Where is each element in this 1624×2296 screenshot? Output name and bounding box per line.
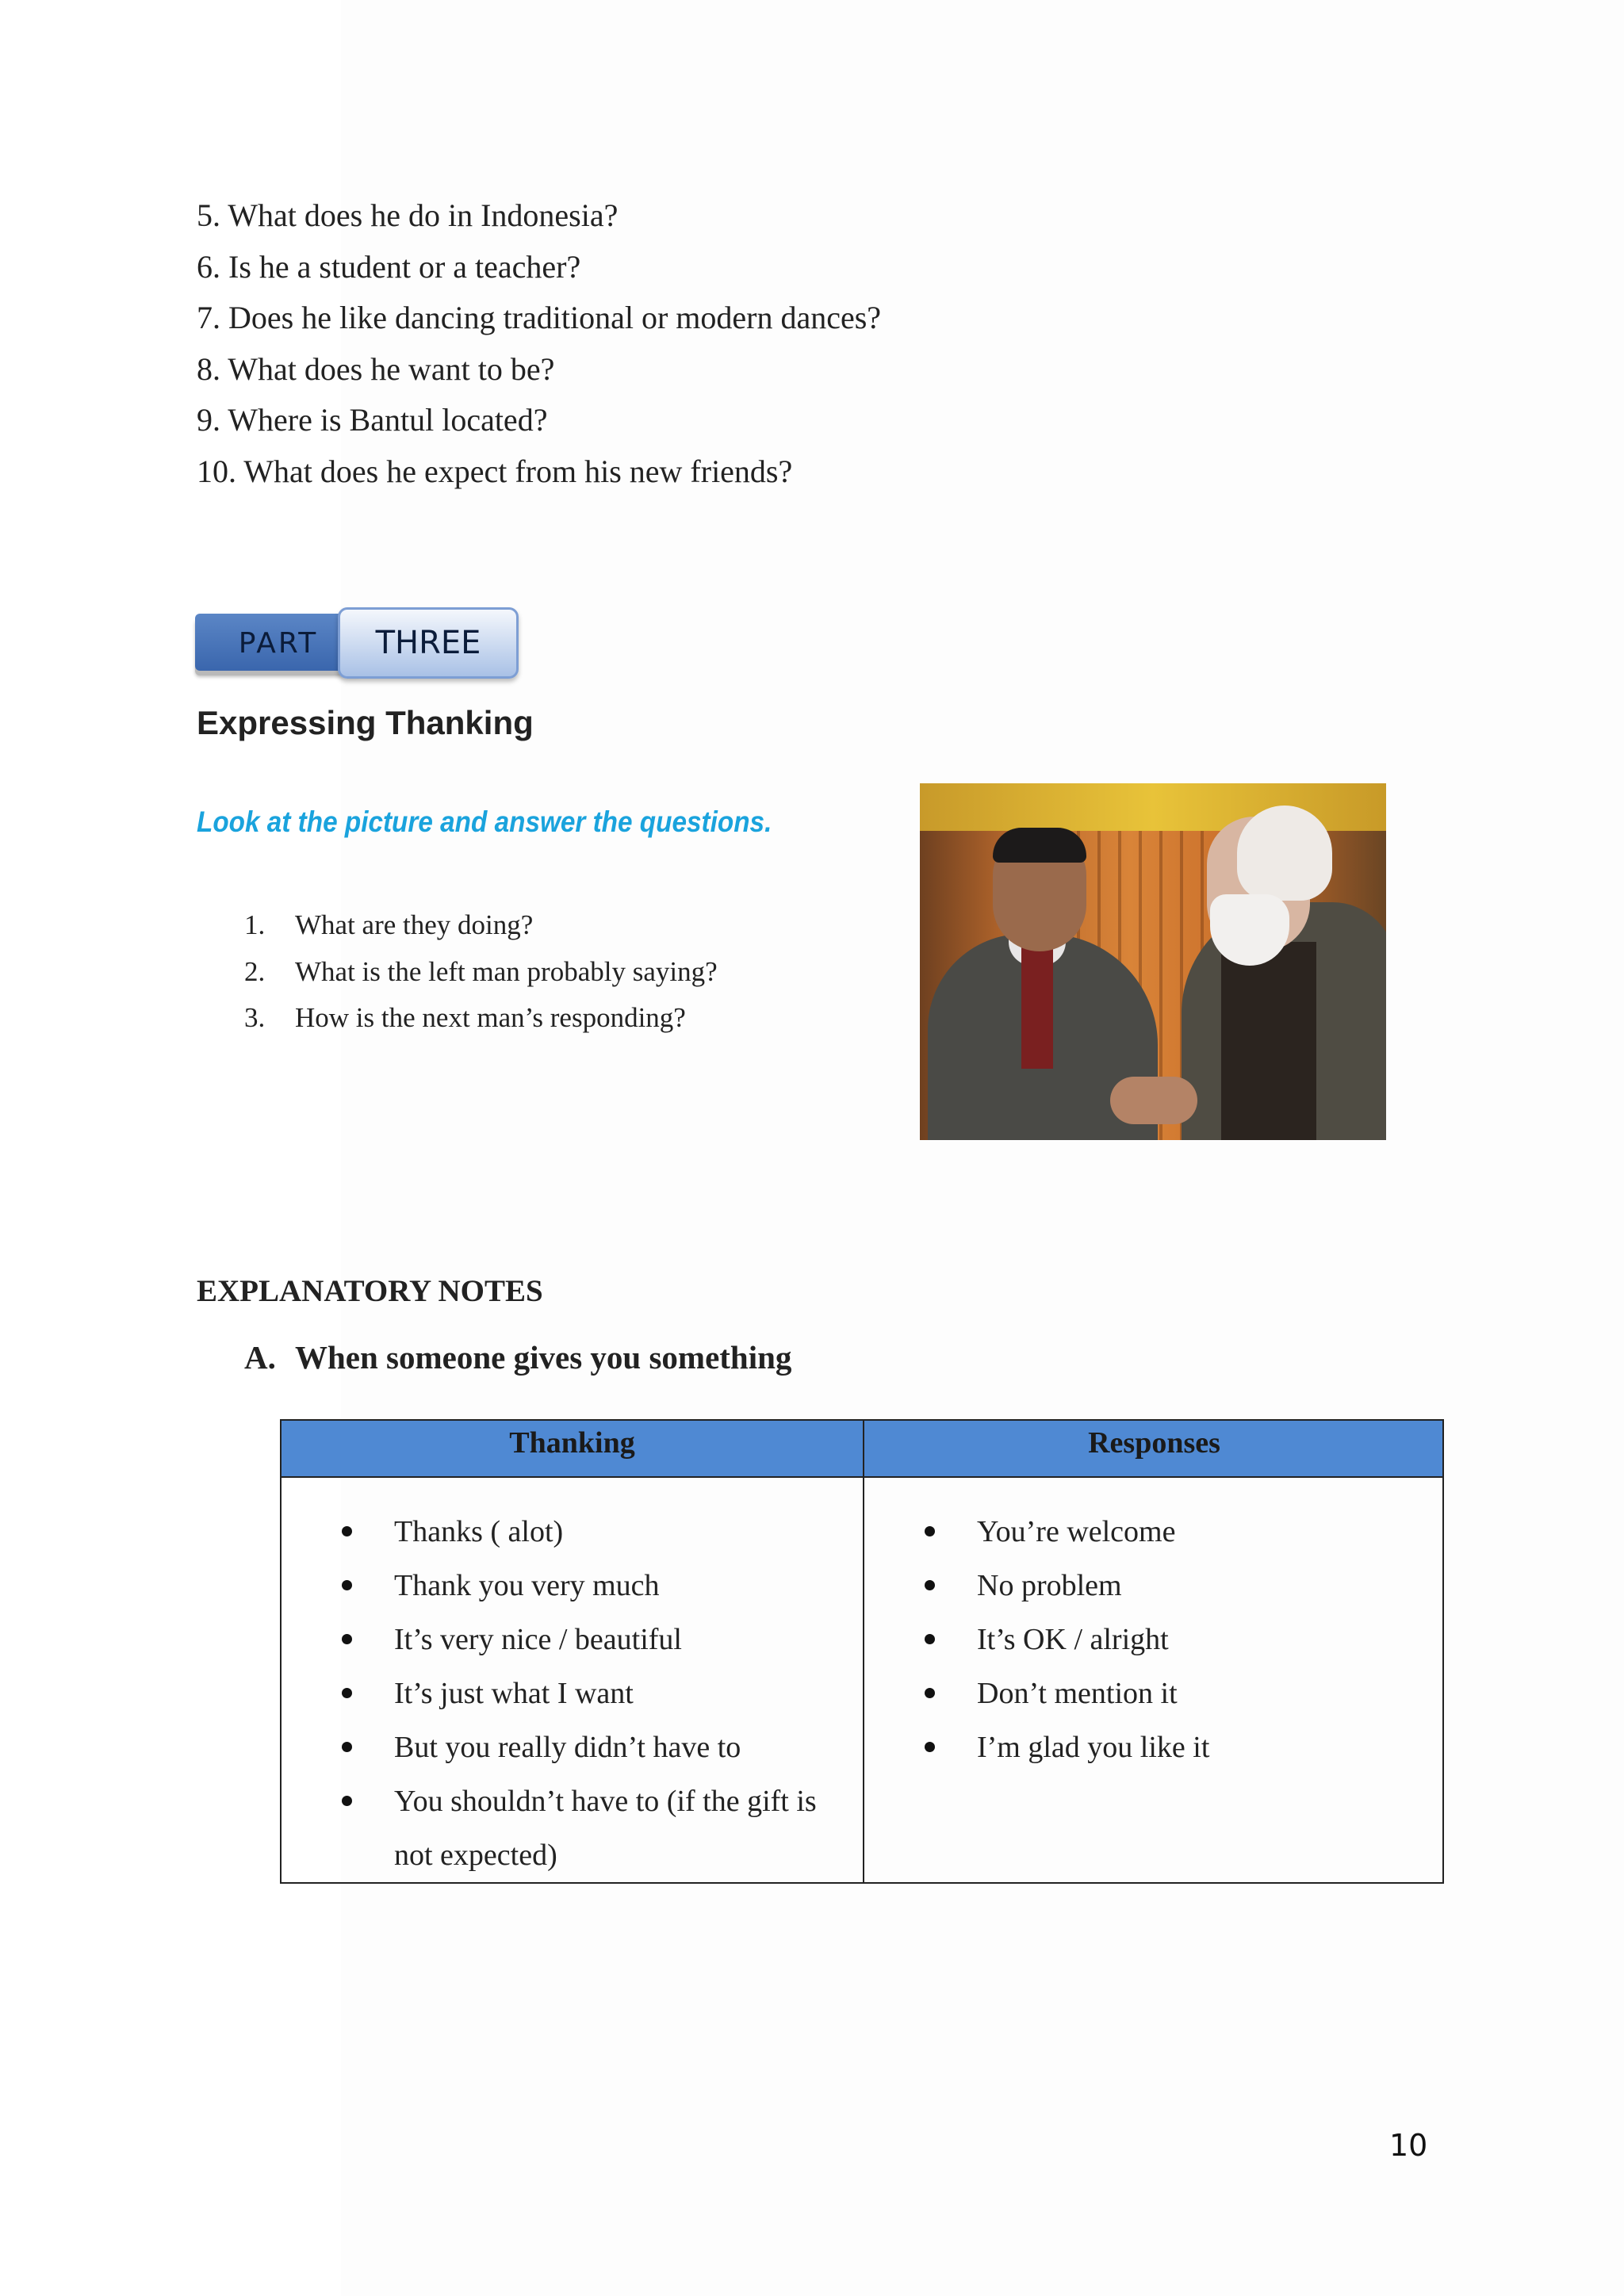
question-text: What are they doing? bbox=[295, 909, 534, 940]
picture-question-list bbox=[244, 902, 718, 1042]
question-number: 1. bbox=[244, 909, 266, 940]
right-man-hair bbox=[1237, 806, 1332, 901]
bullet-icon bbox=[342, 1796, 352, 1806]
bullet-icon bbox=[342, 1634, 352, 1644]
right-man-vest bbox=[1221, 942, 1316, 1140]
subsection-title: When someone gives you something bbox=[295, 1339, 792, 1376]
question-item: 8. What does he want to be? bbox=[197, 350, 555, 387]
instruction-text: Look at the picture and answer the questions. bbox=[197, 806, 772, 838]
page-number: 10 bbox=[1389, 2128, 1428, 2163]
question-number: 2. bbox=[244, 955, 266, 987]
question-text: How is the next man’s responding? bbox=[295, 1002, 686, 1033]
question-item: 5. What does he do in Indonesia? bbox=[197, 197, 619, 233]
response-expression: Don’t mention it bbox=[977, 1677, 1178, 1710]
question-text: What is the left man probably saying? bbox=[295, 955, 718, 987]
bullet-icon bbox=[342, 1526, 352, 1536]
question-number: 3. bbox=[244, 1002, 266, 1033]
thanking-expression: Thank you very much bbox=[394, 1569, 660, 1602]
explanatory-notes-title: EXPLANATORY NOTES bbox=[197, 1274, 543, 1308]
part-number-label: THREE bbox=[338, 607, 519, 679]
bullet-icon bbox=[925, 1688, 935, 1698]
list-item bbox=[282, 1559, 863, 1613]
table-header-responses: Responses bbox=[1088, 1426, 1220, 1460]
response-expression: No problem bbox=[977, 1569, 1122, 1602]
list-item bbox=[864, 1613, 1444, 1667]
section-title: Expressing Thanking bbox=[197, 704, 534, 741]
bullet-icon bbox=[342, 1688, 352, 1698]
list-item bbox=[282, 1774, 863, 1882]
left-man-hair bbox=[993, 828, 1086, 863]
handshake-hands bbox=[1110, 1077, 1197, 1124]
question-item: 10. What does he expect from his new friends? bbox=[197, 453, 793, 489]
thanking-expression: But you really didn’t have to bbox=[394, 1731, 741, 1764]
bullet-icon bbox=[342, 1580, 352, 1590]
thanking-expression: Thanks ( alot) bbox=[394, 1515, 564, 1548]
handshake-photo bbox=[920, 783, 1386, 1140]
thanking-list bbox=[282, 1505, 863, 1882]
list-item bbox=[282, 1613, 863, 1667]
list-item bbox=[864, 1667, 1444, 1720]
question-item: 9. Where is Bantul located? bbox=[197, 402, 548, 438]
list-item bbox=[864, 1559, 1444, 1613]
question-item: 6. Is he a student or a teacher? bbox=[197, 248, 581, 285]
list-item bbox=[282, 1667, 863, 1720]
response-expression: You’re welcome bbox=[977, 1515, 1176, 1548]
subsection-letter: A. bbox=[244, 1339, 276, 1376]
response-expression: I’m glad you like it bbox=[977, 1731, 1210, 1764]
subsection-heading bbox=[244, 1338, 791, 1376]
list-item bbox=[864, 1505, 1444, 1559]
responses-list bbox=[864, 1505, 1444, 1774]
list-item bbox=[282, 1505, 863, 1559]
picture-question-item bbox=[244, 949, 718, 996]
table-header-thanking: Thanking bbox=[509, 1426, 635, 1460]
question-item: 7. Does he like dancing traditional or modern dances? bbox=[197, 300, 882, 335]
thanking-expression: You shouldn’t have to (if the gift is not expected) bbox=[394, 1785, 817, 1872]
thanking-expression: It’s very nice / beautiful bbox=[394, 1623, 682, 1656]
list-item bbox=[282, 1720, 863, 1774]
part-label: PART bbox=[195, 614, 362, 671]
left-man-tie bbox=[1021, 942, 1053, 1069]
list-item bbox=[864, 1720, 1444, 1774]
picture-question-item bbox=[244, 902, 718, 949]
bullet-icon bbox=[925, 1742, 935, 1752]
bullet-icon bbox=[925, 1634, 935, 1644]
thanking-expression: It’s just what I want bbox=[394, 1677, 634, 1710]
bullet-icon bbox=[925, 1526, 935, 1536]
bullet-icon bbox=[925, 1580, 935, 1590]
question-list-continued bbox=[197, 190, 881, 497]
thanking-responses-table bbox=[280, 1419, 1444, 1884]
response-expression: It’s OK / alright bbox=[977, 1623, 1169, 1656]
picture-question-item bbox=[244, 995, 718, 1042]
part-three-tab bbox=[189, 607, 515, 680]
bullet-icon bbox=[342, 1742, 352, 1752]
